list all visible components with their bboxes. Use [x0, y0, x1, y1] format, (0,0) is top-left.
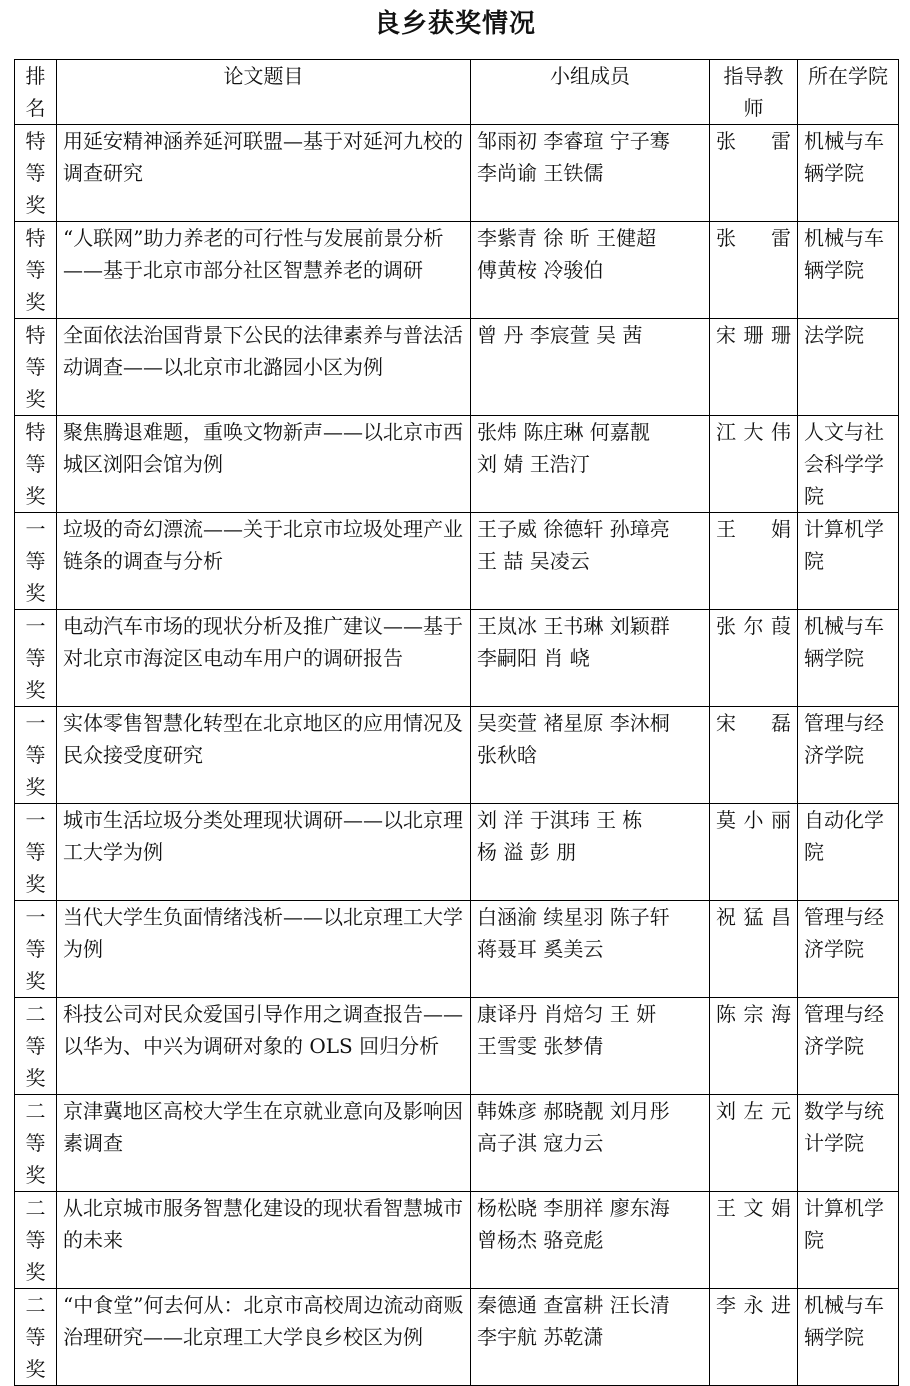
advisor-teacher: 张 雷 — [710, 125, 798, 222]
member-line: 李尚谕 王铁儒 — [477, 161, 604, 185]
award-rank: 特等奖 — [25, 323, 46, 411]
award-rank: 二等奖 — [25, 1293, 46, 1381]
group-members — [471, 998, 710, 1095]
header-rank: 排名 — [15, 60, 57, 125]
advisor-teacher: 王文娟 — [710, 1192, 798, 1289]
table-header-row — [15, 60, 899, 125]
member-line: 秦德通 查富耕 汪长清 — [477, 1293, 670, 1317]
paper-topic: 京津冀地区高校大学生在京就业意向及影响因素调查 — [57, 1095, 471, 1192]
member-line: 曾 丹 李宸萱 吴 茜 — [477, 323, 643, 347]
paper-topic: 用延安精神涵养延河联盟—基于对延河九校的调查研究 — [57, 125, 471, 222]
member-line: 张秋晗 — [477, 743, 537, 767]
award-rank-cell — [15, 222, 57, 319]
advisor-teacher: 陈宗海 — [710, 998, 798, 1095]
school-name: 法学院 — [798, 319, 899, 416]
member-line: 张炜 陈庄琳 何嘉靓 — [477, 420, 650, 444]
advisor-teacher: 宋珊珊 — [710, 319, 798, 416]
table-row — [15, 998, 899, 1095]
group-members — [471, 901, 710, 998]
group-members — [471, 707, 710, 804]
award-rank: 二等奖 — [25, 1099, 46, 1187]
award-rank-cell — [15, 804, 57, 901]
award-rank: 特等奖 — [25, 129, 46, 217]
member-line: 王雪雯 张梦倩 — [477, 1034, 604, 1058]
member-line: 刘 婧 王浩汀 — [477, 452, 590, 476]
paper-topic: 城市生活垃圾分类处理现状调研——以北京理工大学为例 — [57, 804, 471, 901]
award-rank: 一等奖 — [25, 711, 46, 799]
table-row — [15, 416, 899, 513]
member-line: 曾杨杰 骆竞彪 — [477, 1228, 604, 1252]
school-name: 管理与经济学院 — [798, 998, 899, 1095]
table-row — [15, 1192, 899, 1289]
award-rank-cell — [15, 1095, 57, 1192]
member-line: 李紫青 徐 昕 王健超 — [477, 226, 657, 250]
award-rank: 二等奖 — [25, 1002, 46, 1090]
member-line: 韩姝彦 郝晓靓 刘月彤 — [477, 1099, 670, 1123]
advisor-teacher: 宋 磊 — [710, 707, 798, 804]
paper-topic: “中食堂”何去何从：北京市高校周边流动商贩治理研究——北京理工大学良乡校区为例 — [57, 1289, 471, 1386]
advisor-teacher: 刘左元 — [710, 1095, 798, 1192]
school-name: 计算机学院 — [798, 1192, 899, 1289]
school-name: 自动化学院 — [798, 804, 899, 901]
table-row — [15, 222, 899, 319]
paper-topic: 全面依法治国背景下公民的法律素养与普法活动调查——以北京市北潞园小区为例 — [57, 319, 471, 416]
member-line: 王子威 徐德轩 孙璋亮 — [477, 517, 670, 541]
group-members — [471, 416, 710, 513]
table-row — [15, 707, 899, 804]
school-name: 人文与社会科学学院 — [798, 416, 899, 513]
award-rank: 特等奖 — [25, 226, 46, 314]
award-rank-cell — [15, 416, 57, 513]
awards-table — [14, 59, 899, 1386]
table-row — [15, 513, 899, 610]
advisor-teacher: 王 娟 — [710, 513, 798, 610]
school-name: 数学与统计学院 — [798, 1095, 899, 1192]
award-rank: 一等奖 — [25, 808, 46, 896]
table-row — [15, 319, 899, 416]
school-name: 机械与车辆学院 — [798, 1289, 899, 1386]
group-members — [471, 513, 710, 610]
member-line: 杨松晓 李朋祥 廖东海 — [477, 1196, 670, 1220]
award-rank: 一等奖 — [25, 614, 46, 702]
group-members — [471, 125, 710, 222]
table-row — [15, 610, 899, 707]
header-topic: 论文题目 — [57, 60, 471, 125]
award-rank-cell — [15, 513, 57, 610]
award-rank-cell — [15, 610, 57, 707]
advisor-teacher: 张尔葭 — [710, 610, 798, 707]
group-members — [471, 222, 710, 319]
paper-topic: 垃圾的奇幻漂流——关于北京市垃圾处理产业链条的调查与分析 — [57, 513, 471, 610]
member-line: 刘 洋 于淇玮 王 栋 — [477, 808, 643, 832]
advisor-teacher: 张 雷 — [710, 222, 798, 319]
table-row — [15, 804, 899, 901]
award-rank: 特等奖 — [25, 420, 46, 508]
table-row — [15, 1289, 899, 1386]
member-line: 蒋聂耳 奚美云 — [477, 937, 604, 961]
award-rank-cell — [15, 319, 57, 416]
group-members — [471, 804, 710, 901]
award-rank-cell — [15, 901, 57, 998]
paper-topic: 当代大学生负面情绪浅析——以北京理工大学为例 — [57, 901, 471, 998]
member-line: 王 喆 吴凌云 — [477, 549, 590, 573]
award-rank-cell — [15, 998, 57, 1095]
member-line: 李宇航 苏乾潇 — [477, 1325, 604, 1349]
header-members: 小组成员 — [471, 60, 710, 125]
school-name: 计算机学院 — [798, 513, 899, 610]
paper-topic: 电动汽车市场的现状分析及推广建议——基于对北京市海淀区电动车用户的调研报告 — [57, 610, 471, 707]
group-members — [471, 1095, 710, 1192]
award-rank: 二等奖 — [25, 1196, 46, 1284]
page-title: 良乡获奖情况 — [373, 9, 536, 39]
group-members — [471, 1289, 710, 1386]
paper-topic: 实体零售智慧化转型在北京地区的应用情况及民众接受度研究 — [57, 707, 471, 804]
award-rank-cell — [15, 1289, 57, 1386]
paper-topic: 科技公司对民众爱国引导作用之调查报告——以华为、中兴为调研对象的 OLS 回归分析 — [57, 998, 471, 1095]
award-rank-cell — [15, 125, 57, 222]
group-members — [471, 610, 710, 707]
advisor-teacher: 莫小丽 — [710, 804, 798, 901]
advisor-teacher: 江大伟 — [710, 416, 798, 513]
member-line: 高子淇 寇力云 — [477, 1131, 604, 1155]
table-row — [15, 901, 899, 998]
member-line: 白涵渝 续星羽 陈子轩 — [477, 905, 670, 929]
table-row — [15, 125, 899, 222]
group-members — [471, 319, 710, 416]
advisor-teacher: 李永进 — [710, 1289, 798, 1386]
school-name: 管理与经济学院 — [798, 901, 899, 998]
paper-topic: 聚焦腾退难题，重唤文物新声——以北京市西城区浏阳会馆为例 — [57, 416, 471, 513]
member-line: 康译丹 肖焙匀 王 妍 — [477, 1002, 657, 1026]
award-rank-cell — [15, 1192, 57, 1289]
group-members — [471, 1192, 710, 1289]
school-name: 机械与车辆学院 — [798, 125, 899, 222]
advisor-teacher: 祝猛昌 — [710, 901, 798, 998]
header-school: 所在学院 — [798, 60, 899, 125]
member-line: 杨 溢 彭 朋 — [477, 840, 577, 864]
award-rank: 一等奖 — [25, 517, 46, 605]
paper-topic: 从北京城市服务智慧化建设的现状看智慧城市的未来 — [57, 1192, 471, 1289]
school-name: 管理与经济学院 — [798, 707, 899, 804]
member-line: 王岚冰 王书琳 刘颖群 — [477, 614, 670, 638]
school-name: 机械与车辆学院 — [798, 222, 899, 319]
header-teacher: 指导教师 — [710, 60, 798, 125]
member-line: 吴奕萱 褚星原 李沐桐 — [477, 711, 670, 735]
award-rank-cell — [15, 707, 57, 804]
school-name: 机械与车辆学院 — [798, 610, 899, 707]
member-line: 傅黄桉 冷骏伯 — [477, 258, 604, 282]
award-rank: 一等奖 — [25, 905, 46, 993]
member-line: 邹雨初 李睿瑄 宁子骞 — [477, 129, 670, 153]
table-row — [15, 1095, 899, 1192]
member-line: 李嗣阳 肖 峣 — [477, 646, 590, 670]
paper-topic: “人联网”助力养老的可行性与发展前景分析——基于北京市部分社区智慧养老的调研 — [57, 222, 471, 319]
